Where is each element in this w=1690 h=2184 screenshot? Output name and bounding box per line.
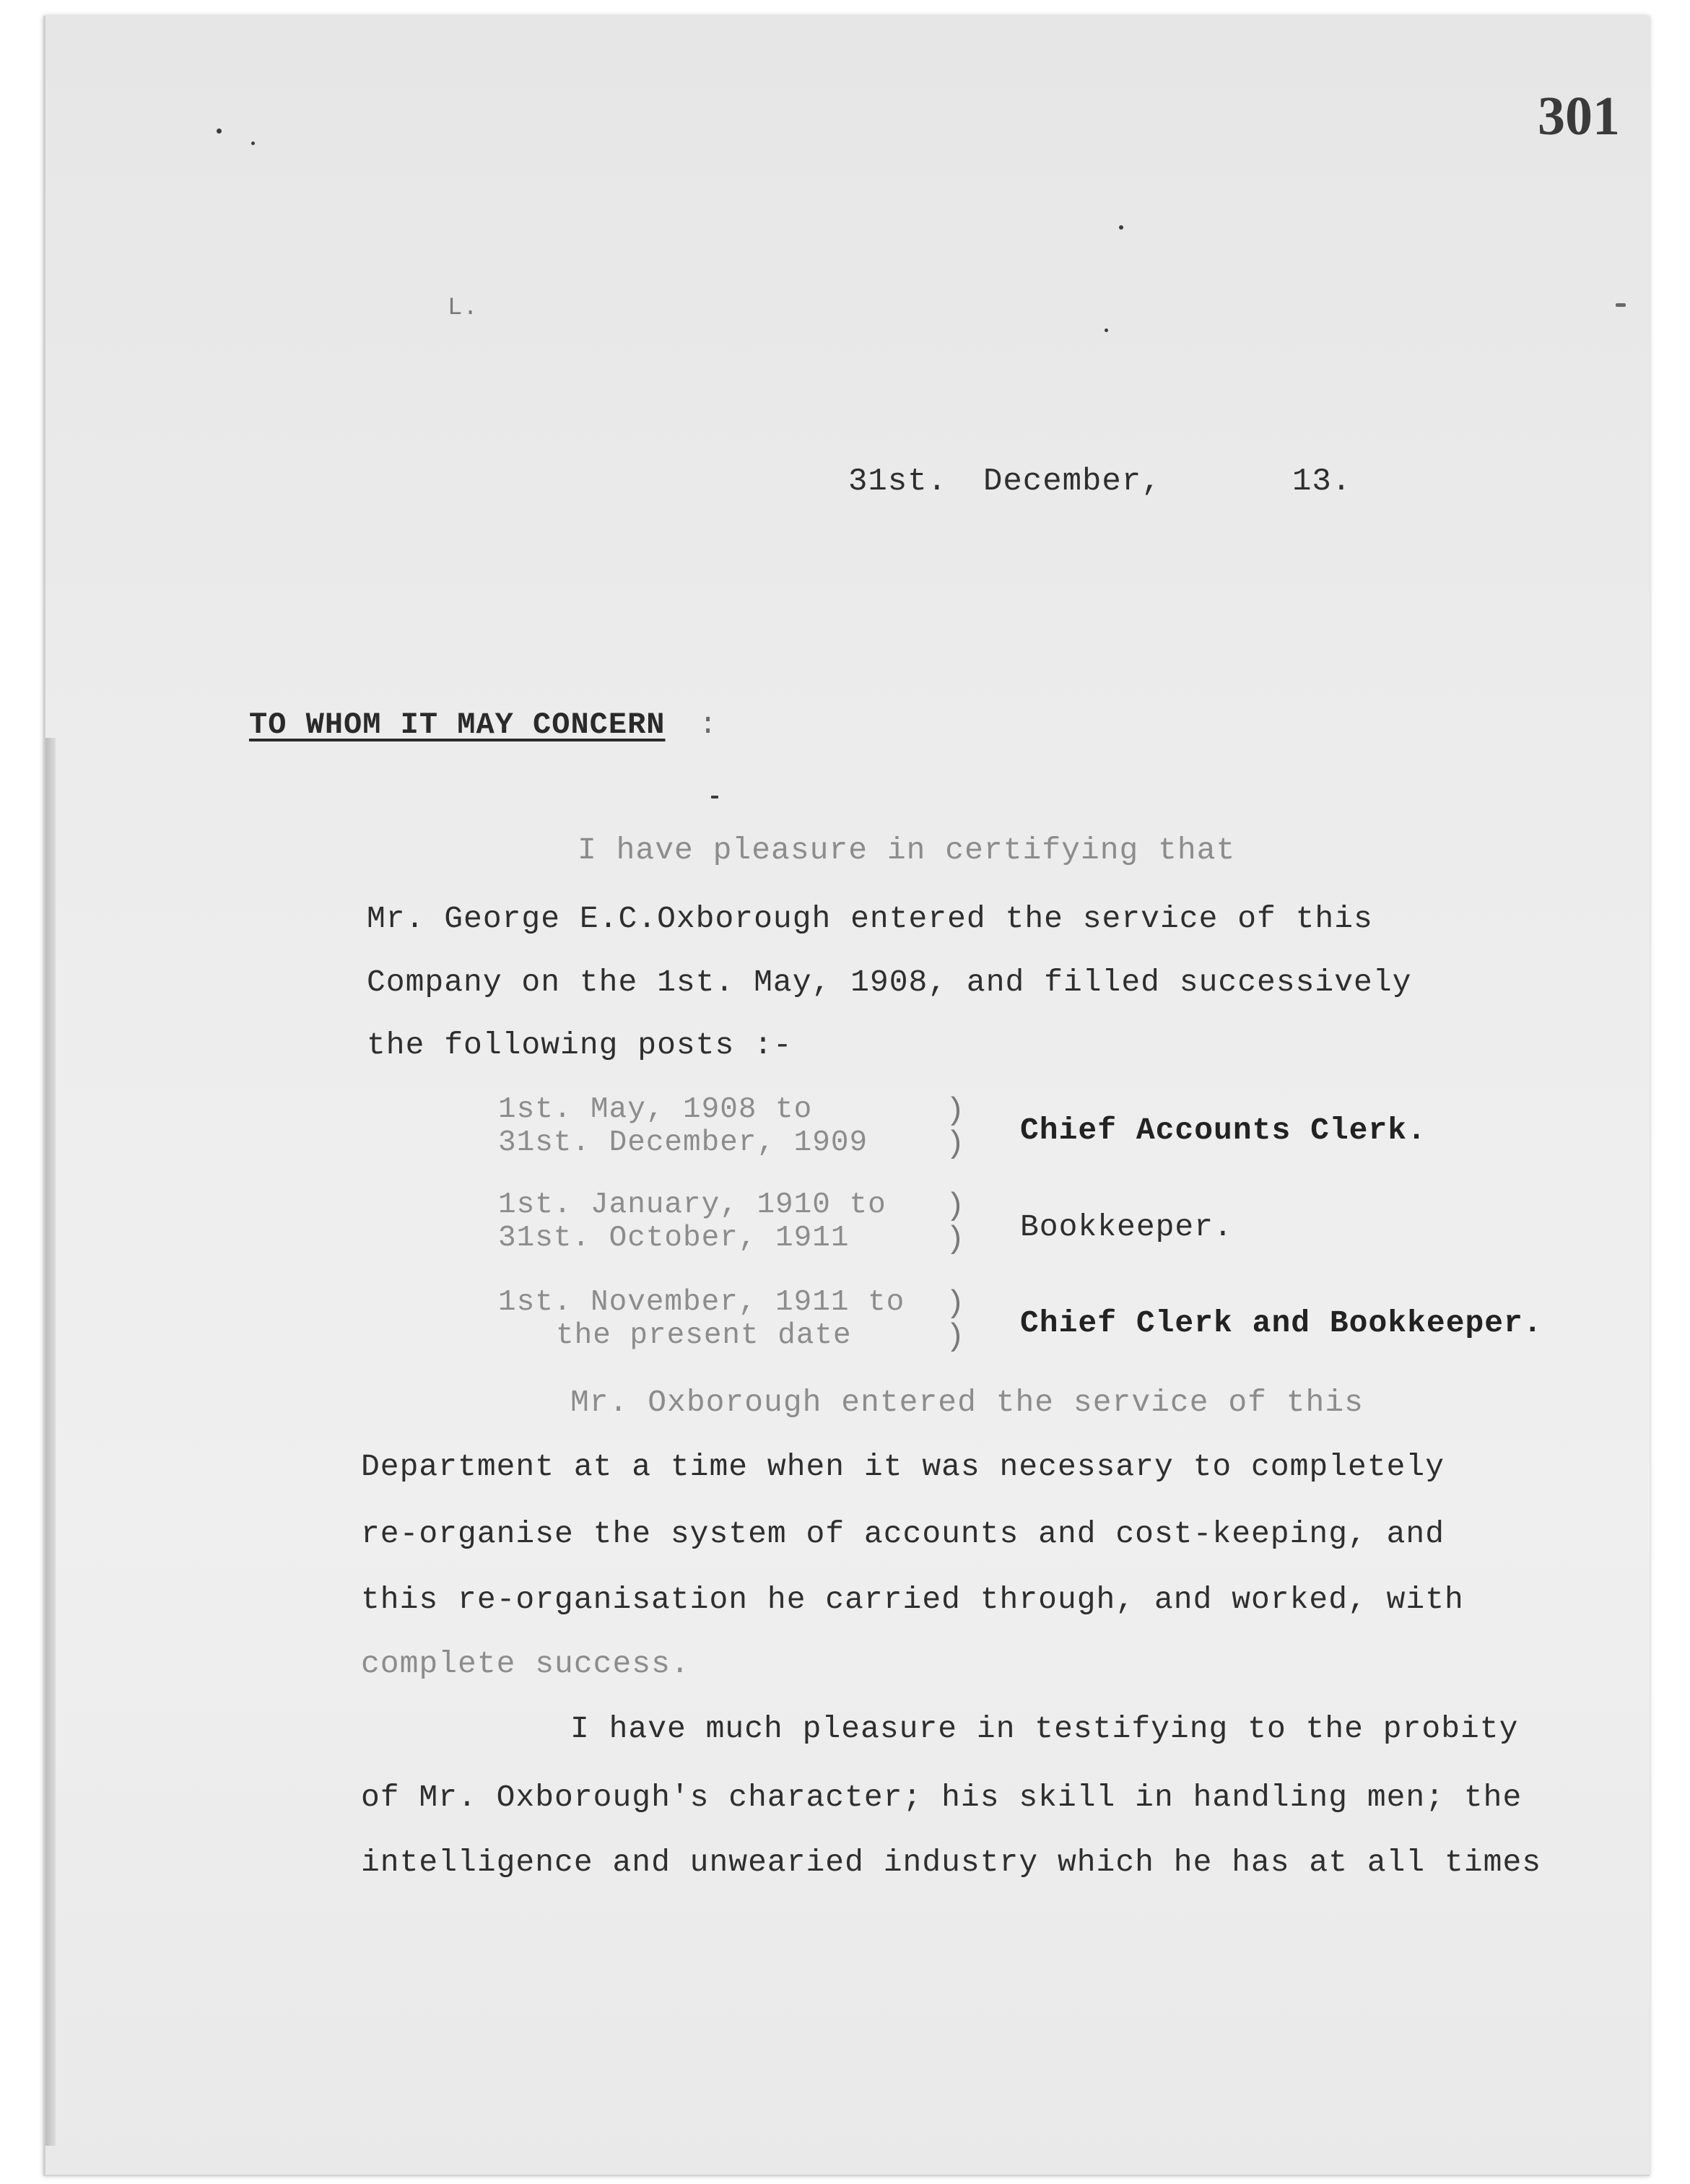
brace-mark: )	[946, 1188, 966, 1224]
ink-speck	[1105, 329, 1108, 332]
paragraph2-line: complete success.	[361, 1646, 690, 1681]
ink-speck	[217, 129, 222, 134]
brace-mark: )	[946, 1126, 966, 1162]
salutation-heading: TO WHOM IT MAY CONCERN	[249, 708, 666, 742]
ink-dash	[711, 796, 718, 799]
paragraph1-line: Mr. George E.C.Oxborough entered the service of this	[367, 901, 1373, 936]
post-period-start: 1st. November, 1911 to	[498, 1286, 905, 1319]
paragraph3-line: intelligence and unwearied industry which he has at all times	[361, 1845, 1542, 1880]
post-title: Chief Accounts Clerk.	[1020, 1113, 1427, 1148]
paragraph3-line: of Mr. Oxborough's character; his skill in handling men; the	[361, 1780, 1523, 1815]
post-period-end: 31st. December, 1909	[498, 1126, 868, 1160]
ink-speck	[251, 142, 255, 145]
post-title: Chief Clerk and Bookkeeper.	[1020, 1305, 1543, 1341]
brace-mark: )	[946, 1222, 966, 1258]
paragraph2-line: Mr. Oxborough entered the service of this	[570, 1385, 1364, 1420]
paragraph3-line: I have much pleasure in testifying to the probity	[570, 1711, 1519, 1746]
date-day: 31st.	[848, 464, 948, 500]
page-left-edge-shadow	[45, 738, 56, 2146]
reference-letter: L.	[448, 295, 479, 322]
post-period-end: the present date	[556, 1319, 852, 1352]
page-number: 301	[1538, 86, 1620, 147]
ink-speck	[1119, 225, 1123, 230]
post-period-end: 31st. October, 1911	[498, 1222, 850, 1255]
date-year: 13.	[1292, 464, 1352, 500]
post-title: Bookkeeper.	[1020, 1209, 1233, 1245]
post-period-start: 1st. May, 1908 to	[498, 1093, 813, 1126]
paragraph1-line: Company on the 1st. May, 1908, and filled successively	[367, 965, 1412, 1000]
salutation-colon: :	[699, 708, 718, 742]
paragraph1-line: the following posts :-	[367, 1027, 793, 1063]
post-period-start: 1st. January, 1910 to	[498, 1188, 887, 1222]
date-month: December,	[983, 464, 1162, 500]
paragraph2-line: re-organise the system of accounts and cost-keeping, and	[361, 1516, 1445, 1552]
paragraph1-line: I have pleasure in certifying that	[578, 832, 1236, 868]
brace-mark: )	[946, 1319, 966, 1355]
brace-mark: )	[946, 1286, 966, 1322]
brace-mark: )	[946, 1093, 966, 1129]
paragraph2-line: this re-organisation he carried through, and worked, with	[361, 1582, 1464, 1617]
paragraph2-line: Department at a time when it was necessary to completely	[361, 1449, 1445, 1484]
ink-speck	[1616, 303, 1626, 307]
